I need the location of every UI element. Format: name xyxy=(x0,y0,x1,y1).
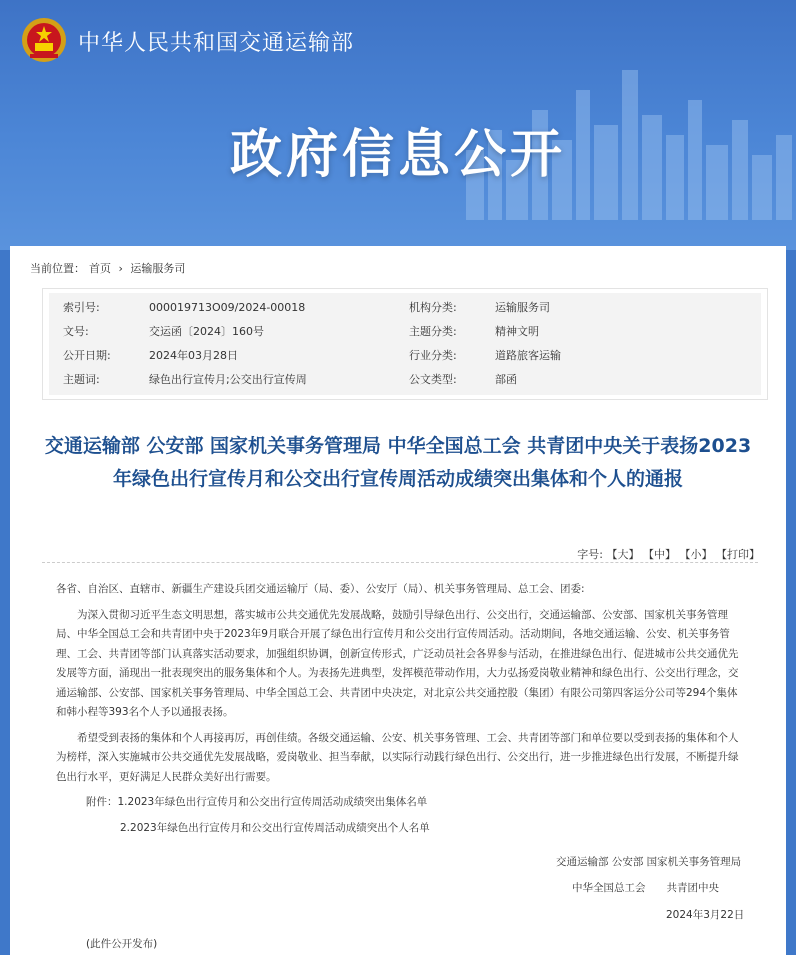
content-card xyxy=(10,246,786,955)
meta-key: 行业分类: xyxy=(409,349,457,362)
meta-value: 精神文明 xyxy=(495,325,539,338)
meta-value: 交运函〔2024〕160号 xyxy=(149,325,264,338)
meta-key: 公文类型: xyxy=(409,373,457,386)
meta-value: 部函 xyxy=(495,373,517,386)
national-emblem-icon xyxy=(20,16,68,64)
breadcrumb-home-link[interactable]: 首页 xyxy=(89,262,111,275)
meta-row xyxy=(49,343,761,369)
release-note: (此件公开发布) xyxy=(86,938,158,950)
meta-value: 道路旅客运输 xyxy=(495,349,561,362)
document-meta-table xyxy=(42,288,768,400)
meta-value: 000019713O09/2024-00018 xyxy=(149,301,306,314)
signature-line-2: 中华全国总工会 共青团中央 xyxy=(572,882,719,894)
section-title: 政府信息公开 xyxy=(229,125,566,185)
paragraph: 为深入贯彻习近平生态文明思想，落实城市公共交通优先发展战略，鼓励引导绿色出行、公交出行，交通运输部、公安部、国家机关事务管理局、中华全国总工会和共青团中央于2023年9月联合开展了绿色出行宣传月和公交出行宣传周活动。活动期间，各地交通运输、公安、机关事务管理、工会、共青团等部门认真落实活动要求，加强组织协调，创新宣传形式，广泛动员社会各界参与活动，在推进绿色出行、促进城市公共交通优先发展等方面，涌现出一批表现突出的服务集体和个人。为表扬先进典型，发挥模范带动作用，大力弘扬爱岗敬业精神和绿色出行、公交出行理念，交通运输部、公安部、国家机关事务管理局、中华全国总工会、共青团中央决定，对北京公共交通控股（集团）有限公司第四客运分公司等294个集体和韩小程等393名个人予以通报表扬。 xyxy=(56,608,739,718)
breadcrumb-current-link[interactable]: 运输服务司 xyxy=(130,262,186,275)
meta-value: 运输服务司 xyxy=(495,301,550,314)
meta-row xyxy=(49,295,761,321)
font-size-label: 字号: xyxy=(577,548,603,561)
print-button[interactable]: 【打印】 xyxy=(716,548,760,561)
meta-key: 主题词: xyxy=(63,373,100,386)
font-large-button[interactable]: 【大】 xyxy=(606,548,640,561)
meta-value: 2024年03月28日 xyxy=(149,349,238,362)
header-banner xyxy=(0,0,796,250)
signature-line-1: 交通运输部 公安部 国家机关事务管理局 xyxy=(556,856,742,868)
breadcrumb xyxy=(30,260,189,276)
meta-key: 机构分类: xyxy=(409,301,457,314)
attachment-link-2[interactable]: 2.2023年绿色出行宣传月和公交出行宣传周活动成绩突出个人名单 xyxy=(120,821,430,834)
signature-date: 2024年3月22日 xyxy=(666,909,745,921)
meta-key: 公开日期: xyxy=(63,349,111,362)
title-divider xyxy=(42,562,758,563)
meta-row xyxy=(49,319,761,345)
font-small-button[interactable]: 【小】 xyxy=(679,548,713,561)
meta-key: 索引号: xyxy=(63,301,100,314)
document-body xyxy=(56,580,746,844)
salutation: 各省、自治区、直辖市、新疆生产建设兵团交通运输厅（局、委）、公安厅（局）、机关事务管理局、总工会、团委: xyxy=(56,583,585,595)
ministry-name[interactable]: 中华人民共和国交通运输部 xyxy=(78,31,355,56)
breadcrumb-label: 当前位置： xyxy=(30,262,85,275)
meta-key: 主题分类: xyxy=(409,325,457,338)
font-medium-button[interactable]: 【中】 xyxy=(643,548,676,561)
font-size-controls xyxy=(577,546,760,562)
paragraph: 希望受到表扬的集体和个人再接再厉，再创佳绩。各级交通运输、公安、机关事务管理、工会、共青团等部门和单位要以受到表扬的集体和个人为榜样，深入实施城市公共交通优先发展战略，爱岗敬业、担当奉献，以实际行动践行绿色出行、公交出行，进一步推进绿色出行发展，不断提升绿色出行水平，更好满足人民群众美好出行需要。 xyxy=(56,731,739,783)
document-title: 交通运输部 公安部 国家机关事务管理局 中华全国总工会 共青团中央关于表扬2023年绿色出行宣传月和公交出行宣传周活动成绩突出集体和个人的通报 xyxy=(44,435,752,490)
attachment-link-1[interactable]: 附件：1.2023年绿色出行宣传月和公交出行宣传周活动成绩突出集体名单 xyxy=(86,796,428,808)
meta-value: 绿色出行宣传月;公交出行宣传周 xyxy=(149,373,307,386)
meta-key: 文号: xyxy=(63,325,89,338)
meta-row xyxy=(49,367,761,393)
breadcrumb-separator: › xyxy=(118,262,123,275)
